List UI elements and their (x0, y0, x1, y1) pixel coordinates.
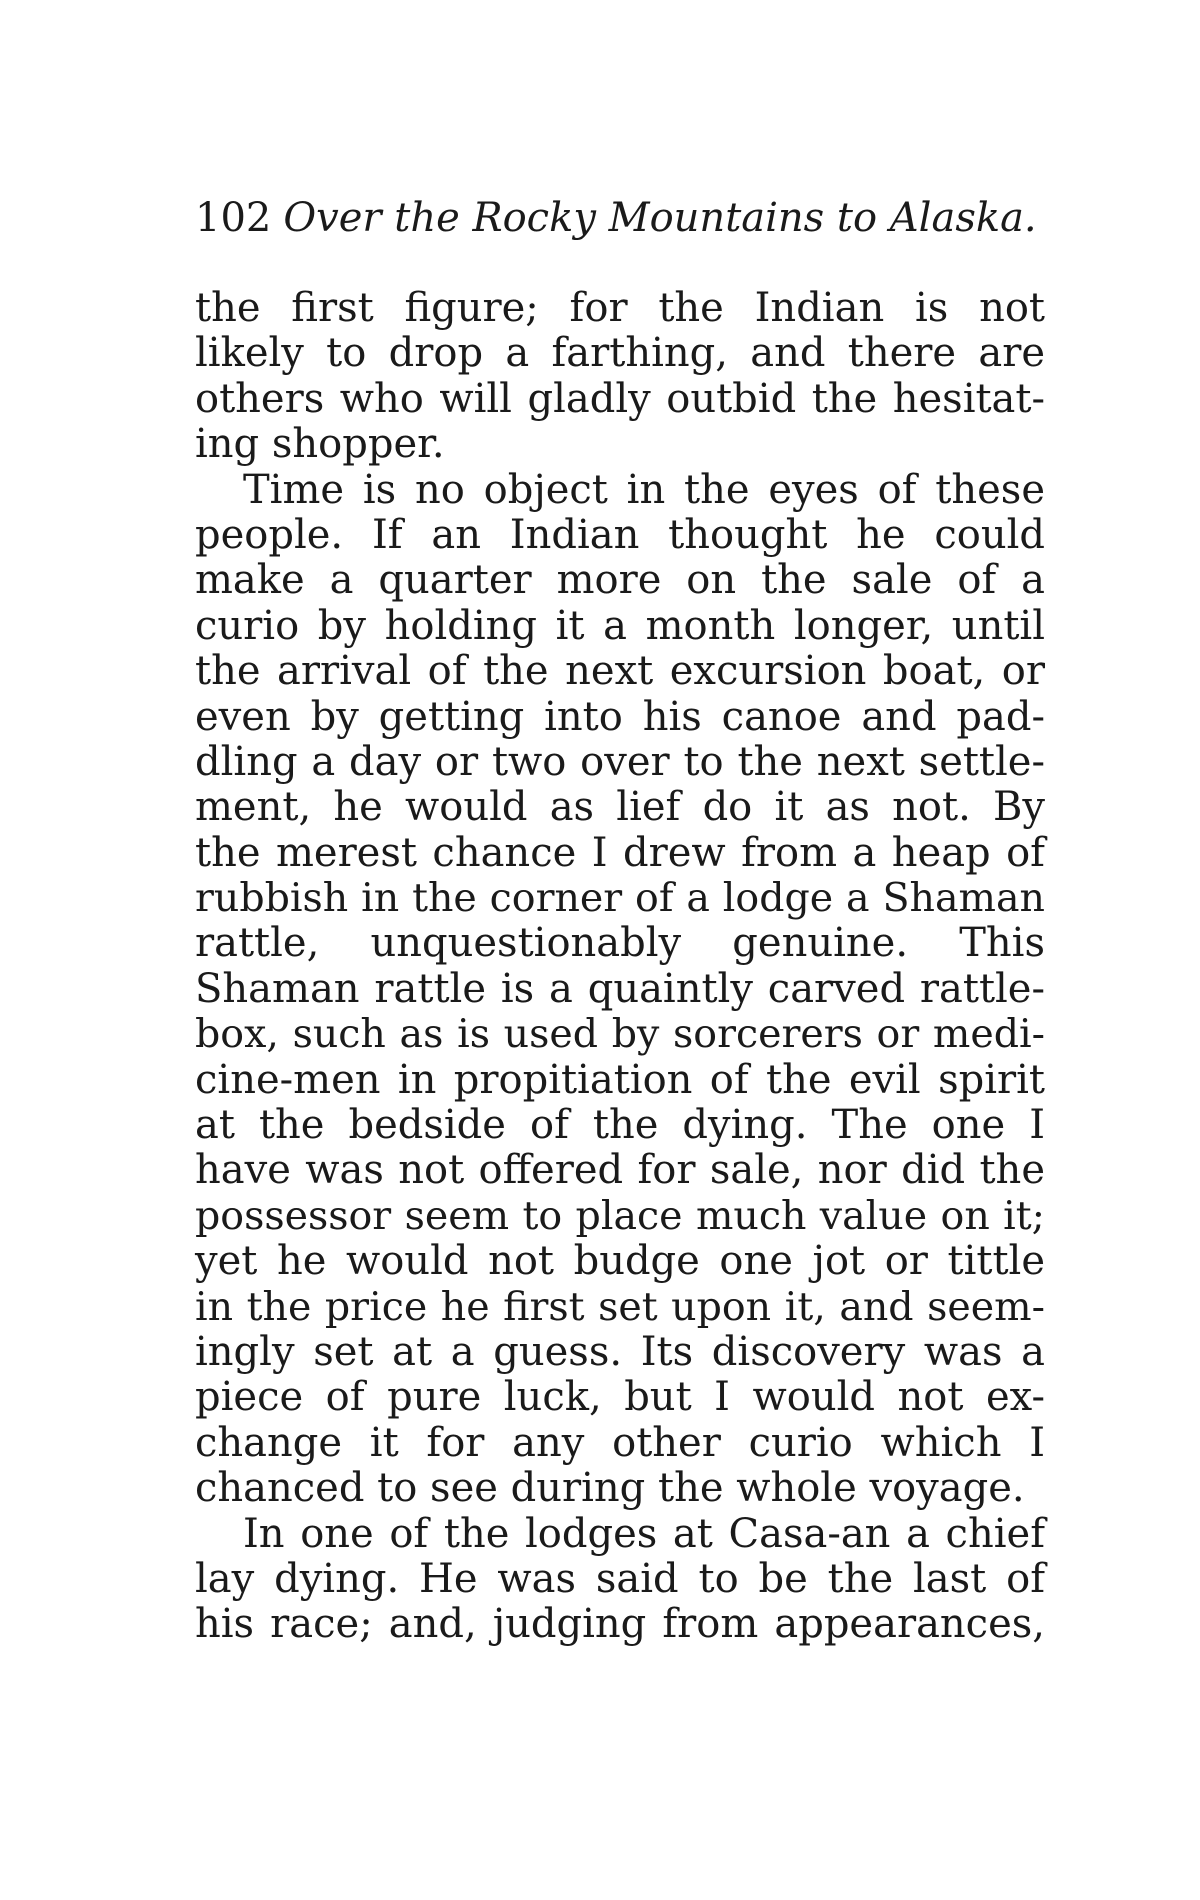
text-line: ing shopper. (195, 421, 445, 468)
text-line: his race; and, judging from appearances, (195, 1601, 1045, 1648)
text-line: others who will gladly outbid the hesitat- (195, 375, 1045, 422)
running-head (195, 190, 1045, 246)
text-line: ment, he would as lief do it as not. By (195, 784, 1045, 831)
text-line: piece of pure luck, but I would not ex- (195, 1374, 1045, 1421)
text-line: make a quarter more on the sale of a (195, 557, 1045, 604)
text-line: box, such as is used by sorcerers or medi- (195, 1011, 1045, 1058)
text-line: In one of the lodges at Casa-an a chief (243, 1510, 1045, 1557)
text-line: curio by holding it a month longer, until (195, 602, 1045, 649)
text-line: possessor seem to place much value on it; (195, 1192, 1045, 1239)
text-line: dling a day or two over to the next settle- (195, 738, 1045, 785)
text-line: chanced to see during the whole voyage. (195, 1465, 1025, 1512)
text-line: yet he would not budge one jot or tittle (195, 1238, 1045, 1285)
text-line: at the bedside of the dying. The one I (195, 1102, 1045, 1149)
text-line: the first figure; for the Indian is not (195, 285, 1045, 331)
text-line: even by getting into his canoe and pad- (195, 693, 1045, 740)
text-line: the arrival of the next excursion boat, or (195, 648, 1045, 695)
text-line: rattle, unquestionably genuine. This (195, 920, 1045, 967)
book-title: Over the Rocky Mountains to Alaska. (283, 195, 1037, 241)
text-line: the merest chance I drew from a heap of (195, 829, 1045, 876)
text-line: Time is no object in the eyes of these (243, 466, 1045, 513)
text-line: likely to drop a farthing, and there are (195, 330, 1045, 377)
text-line: have was not offered for sale, nor did the (195, 1147, 1045, 1194)
text-line: change it for any other curio which I (195, 1419, 1045, 1466)
text-line: Shaman rattle is a quaintly carved rattle- (195, 965, 1045, 1012)
text-line: in the price he first set upon it, and seem- (195, 1283, 1045, 1330)
text-line: people. If an Indian thought he could (195, 511, 1045, 558)
body-text (195, 286, 1045, 1648)
text-line: cine-men in propitiation of the evil spirit (195, 1056, 1045, 1103)
text-line: rubbish in the corner of a lodge a Shaman (195, 875, 1045, 922)
text-line: lay dying. He was said to be the last of (195, 1555, 1045, 1602)
page-number: 102 (195, 195, 272, 241)
text-line: ingly set at a guess. Its discovery was a (195, 1328, 1045, 1375)
